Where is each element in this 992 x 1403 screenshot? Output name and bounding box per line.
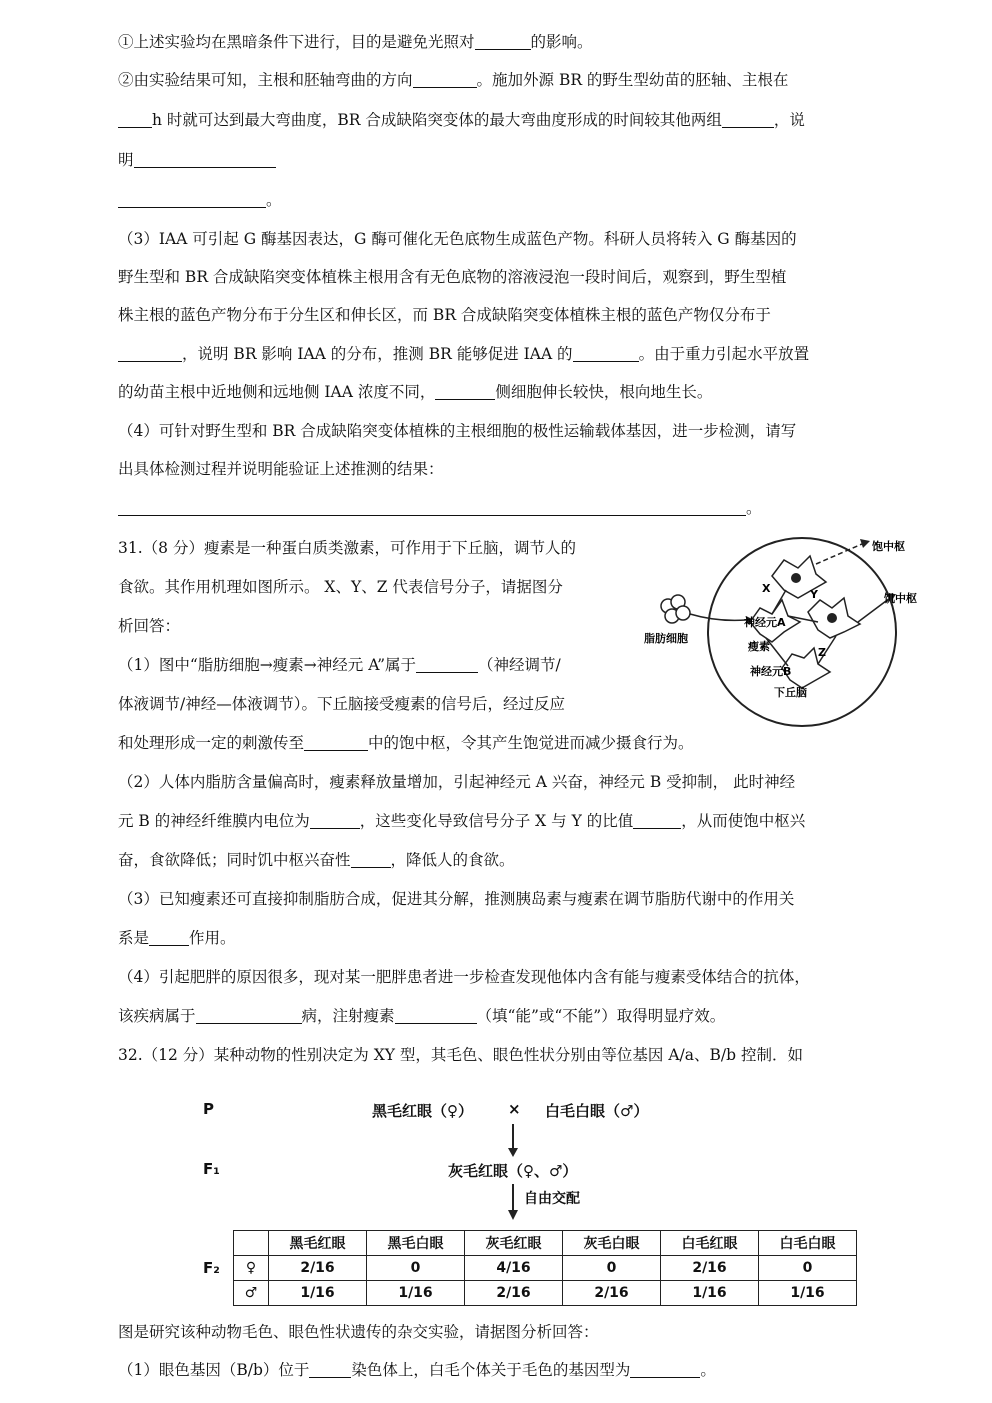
f2-table <box>233 1230 857 1306</box>
q30-line-2: ②由实验结果可知，主根和胚轴弯曲的方向 。施加外源 BR 的野生型幼苗的胚轴、主根在 <box>118 71 789 89</box>
q31-part3-line-1: （3）已知瘦素还可直接抑制脂肪合成，促进其分解，推测胰岛素与瘦素在调节脂肪代谢中的作用关 <box>118 890 795 908</box>
hypothalamus-diagram <box>632 530 932 740</box>
q30-line-3: h 时就可达到最大弯曲度，BR 合成缺陷突变体的最大弯曲度形成的时间较其他两组 ，说 <box>118 108 805 130</box>
table-cell: 1/16 <box>759 1281 857 1306</box>
answer-blank[interactable] <box>134 152 276 169</box>
female-symbol: ♀ <box>234 1256 269 1281</box>
q31-line-3: 析回答： <box>118 617 181 635</box>
label-y: Y <box>810 588 818 601</box>
arrow-f1-to-f2 <box>505 1182 521 1222</box>
arrow-p-to-f1 <box>505 1122 521 1158</box>
label-neuron-a: 神经元A <box>744 616 786 629</box>
generation-label-f1: F₁ <box>203 1160 220 1178</box>
answer-blank[interactable] <box>118 500 746 517</box>
table-cell: 0 <box>563 1256 661 1281</box>
q30-part3-line-3: 株主根的蓝色产物分布于分生区和伸长区，而 BR 合成缺陷突变体植株主根的蓝色产物仅分布于 <box>118 306 771 324</box>
table-cell: 1/16 <box>367 1281 465 1306</box>
q30-part4-line-2: 出具体检测过程并说明能验证上述推测的结果： <box>118 460 444 478</box>
table-cell: 2/16 <box>661 1256 759 1281</box>
header-cell: 白毛白眼 <box>759 1231 857 1256</box>
header-cell: 灰毛红眼 <box>465 1231 563 1256</box>
q31-part2-line-3: 奋，食欲降低；同时饥中枢兴奋性 ，降低人的食欲。 <box>118 851 515 869</box>
header-cell: 白毛红眼 <box>661 1231 759 1256</box>
generation-label-f2: F₂ <box>203 1259 220 1277</box>
table-cell: 2/16 <box>269 1256 367 1281</box>
label-fat-cell: 脂肪细胞 <box>644 632 688 645</box>
answer-blank[interactable] <box>196 1008 302 1025</box>
answer-blank[interactable] <box>351 852 391 869</box>
f2-male-row <box>234 1281 857 1306</box>
f1-phenotype: 灰毛红眼（♀、♂） <box>448 1162 578 1180</box>
q30-part3-line-4: ，说明 BR 影响 IAA 的分布，推测 BR 能够促进 IAA 的 。由于重力引起水平放置 <box>118 342 809 364</box>
label-leptin: 瘦素 <box>748 640 770 653</box>
label-neuron-b: 神经元B <box>750 665 792 678</box>
table-cell: 0 <box>759 1256 857 1281</box>
header-cell: 黑毛红眼 <box>269 1231 367 1256</box>
q31-part4-line-2: 该疾病属于 病，注射瘦素 （填“能”或“不能”）取得明显疗效。 <box>118 1007 726 1025</box>
answer-blank[interactable] <box>413 72 477 89</box>
answer-blank[interactable] <box>475 34 531 51</box>
q30-part4-line-1: （4）可针对野生型和 BR 合成缺陷突变体植株的主根细胞的极性运输载体基因，进一步检测，请写 <box>118 422 797 440</box>
answer-blank[interactable] <box>633 813 681 830</box>
label-x: X <box>762 582 771 595</box>
table-cell: 0 <box>367 1256 465 1281</box>
label-hunger-center: 饥中枢 <box>884 592 917 605</box>
table-cell: 1/16 <box>269 1281 367 1306</box>
mating-label: 自由交配 <box>524 1191 580 1207</box>
answer-blank[interactable] <box>435 384 495 401</box>
f2-female-row <box>234 1256 857 1281</box>
header-cell: 灰毛白眼 <box>563 1231 661 1256</box>
male-symbol: ♂ <box>234 1281 269 1306</box>
answer-blank[interactable] <box>118 346 182 363</box>
q31-part3-line-2: 系是 作用。 <box>118 929 236 947</box>
answer-blank[interactable] <box>310 813 360 830</box>
answer-blank[interactable] <box>118 112 152 129</box>
q31-part1-line-1: （1）图中“脂肪细胞→瘦素→神经元 A”属于 （神经调节/ <box>118 656 561 674</box>
answer-blank[interactable] <box>149 930 189 947</box>
table-cell: 2/16 <box>563 1281 661 1306</box>
q31-part1-line-3: 和处理形成一定的刺激传至 中的饱中枢，令其产生饱觉进而减少摄食行为。 <box>118 734 694 752</box>
q32-line-3: （1）眼色基因（B/b）位于 染色体上，白毛个体关于毛色的基因型为 。 <box>118 1361 716 1379</box>
answer-blank[interactable] <box>573 346 639 363</box>
q31-part2-line-1: （2）人体内脂肪含量偏高时，瘦素释放量增加，引起神经元 A 兴奋，神经元 B 受抑制， 此时神经 <box>118 773 796 791</box>
label-hypothalamus: 下丘脑 <box>774 686 807 699</box>
leptin-arrow <box>690 614 746 620</box>
q30-line-1: ①上述实验均在黑暗条件下进行，目的是避免光照对 的影响。 <box>118 33 593 51</box>
answer-blank[interactable] <box>304 735 368 752</box>
q31-part4-line-1: （4）引起肥胖的原因很多，现对某一肥胖患者进一步检查发现他体内含有能与瘦素受体结合的抗体， <box>118 968 810 986</box>
table-cell: 1/16 <box>661 1281 759 1306</box>
table-cell: 4/16 <box>465 1256 563 1281</box>
q31-line-1: 31.（8 分）瘦素是一种蛋白质类激素，可作用于下丘脑，调节人的 <box>118 539 576 557</box>
q31-part1-line-2: 体液调节/神经—体液调节）。下丘脑接受瘦素的信号后，经过反应 <box>118 695 565 713</box>
parent-male: 白毛白眼（♂） <box>545 1102 649 1120</box>
q31-line-2: 食欲。其作用机理如图所示。 X、Y、Z 代表信号分子，请据图分 <box>118 578 563 596</box>
q30-line-4: 明 <box>118 148 276 170</box>
q30-part4-line-3: 。 <box>118 496 762 518</box>
satiety-arrowhead <box>860 539 870 548</box>
table-cell: 2/16 <box>465 1281 563 1306</box>
answer-blank[interactable] <box>630 1362 700 1379</box>
answer-blank[interactable] <box>118 192 266 209</box>
label-z: Z <box>818 646 826 659</box>
q30-part3-line-2: 野生型和 BR 合成缺陷突变体植株主根用含有无色底物的溶液浸泡一段时间后，观察到，野生型植 <box>118 268 787 286</box>
answer-blank[interactable] <box>722 112 774 129</box>
neuron-top-nucleus <box>791 573 801 583</box>
q30-part3-line-1: （3）IAA 可引起 G 酶基因表达，G 酶可催化无色底物生成蓝色产物。科研人员将转入 G 酶基因的 <box>118 230 797 248</box>
q30-line-5: 。 <box>118 188 282 210</box>
answer-blank[interactable] <box>395 1008 477 1025</box>
q32-line-2: 图是研究该种动物毛色、眼色性状遗传的杂交实验，请据图分析回答： <box>118 1323 599 1341</box>
header-cell: 黑毛白眼 <box>367 1231 465 1256</box>
answer-blank[interactable] <box>416 657 478 674</box>
parent-female: 黑毛红眼（♀） <box>372 1102 473 1120</box>
neuron-right-nucleus <box>827 613 837 623</box>
answer-blank[interactable] <box>309 1362 351 1379</box>
cross-symbol: × <box>508 1100 521 1118</box>
generation-label-p: P <box>203 1100 214 1118</box>
q31-part2-line-2: 元 B 的神经纤维膜内电位为 ，这些变化导致信号分子 X 与 Y 的比值 ，从而使饱中枢兴 <box>118 812 806 830</box>
label-satiety-center: 饱中枢 <box>872 540 905 553</box>
f2-header-row <box>234 1231 857 1256</box>
q30-part3-line-5: 的幼苗主根中近地侧和远地侧 IAA 浓度不同， 侧细胞伸长较快，根向地生长。 <box>118 383 713 401</box>
fat-cell-icon <box>661 595 690 623</box>
q32-line-1: 32.（12 分）某种动物的性别决定为 XY 型，其毛色、眼色性状分别由等位基因 A/a、B/b 控制．如 <box>118 1046 803 1064</box>
